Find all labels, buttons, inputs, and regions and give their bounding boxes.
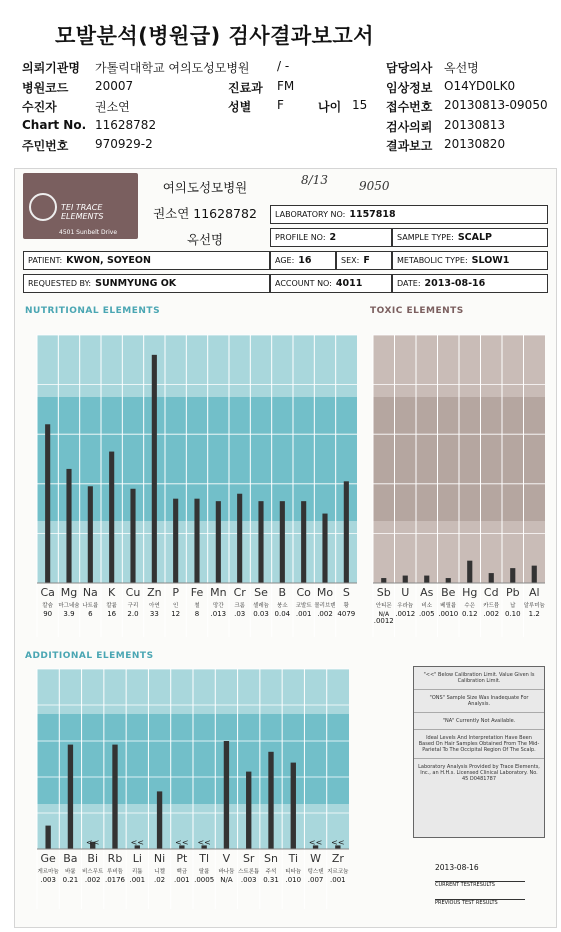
field-value: F: [277, 98, 284, 112]
element-value: .001: [295, 610, 312, 618]
element-korean: 비소: [421, 603, 433, 609]
field-value: FM: [277, 78, 295, 93]
bar-sr: [246, 772, 251, 849]
element-value: N/A: [220, 876, 233, 884]
element-value: 0.10: [504, 610, 521, 618]
patient-box: PATIENT: KWON, SOYEON: [23, 251, 270, 270]
element-korean: 바나듐: [218, 869, 235, 875]
element-value: .001: [330, 876, 346, 884]
field-value: 20130813-09050: [444, 98, 548, 112]
element-value: .03: [234, 610, 246, 618]
element-korean: 몰리브덴: [314, 603, 336, 609]
element-value: 3.9: [63, 610, 75, 618]
element-symbol: Mo: [316, 586, 334, 599]
element-korean: 스트론튬: [238, 869, 260, 875]
element-korean: 납: [510, 603, 516, 609]
element-symbol: Zr: [331, 852, 344, 865]
current-results: CURRENT TESTRESULTS: [435, 881, 525, 888]
metabolic-box: METABOLIC TYPE: SLOW1: [392, 251, 548, 270]
globe-icon: [29, 193, 57, 221]
element-korean: 칼륨: [106, 603, 117, 609]
element-korean: 베릴륨: [440, 603, 457, 609]
legend-box: [413, 666, 545, 838]
below-limit-mark: <<: [130, 838, 144, 847]
bar-cr: [237, 494, 242, 583]
report-title: 모발분석(병원급) 검사결과보고서: [55, 24, 375, 48]
bar-zn: [152, 355, 157, 583]
field-value: 15: [352, 98, 368, 112]
bar-v: [224, 741, 229, 849]
element-symbol: Tl: [199, 852, 210, 865]
bar-se: [258, 501, 263, 583]
element-symbol: B: [278, 586, 287, 599]
element-korean: 주석: [265, 869, 277, 875]
element-symbol: Sb: [376, 586, 391, 599]
element-symbol: Sn: [264, 852, 278, 865]
element-korean: 구리: [127, 603, 139, 609]
field-label: 결과보고: [386, 139, 433, 153]
element-korean: 철: [194, 603, 200, 609]
bar-ti: [291, 763, 296, 849]
element-symbol: Li: [132, 852, 142, 865]
profile-box: PROFILE NO: 2: [270, 228, 392, 247]
legend-note: "NA" Currently Not Available.: [414, 713, 544, 730]
element-korean: 붕소: [277, 603, 288, 609]
field-label: 검사의뢰: [386, 119, 433, 134]
bar-sb: [381, 578, 386, 583]
field-value: 옥선명: [444, 61, 479, 75]
below-limit-mark: <<: [308, 838, 323, 847]
element-korean: 카드뮴: [483, 603, 500, 609]
field-value: 20007: [95, 78, 134, 93]
field-label: 주민번호: [22, 139, 69, 153]
bar-co: [301, 501, 306, 583]
element-korean: 알루미늄: [523, 603, 545, 609]
field-value: 권소연: [95, 100, 130, 114]
element-value: .0010: [438, 610, 459, 618]
hair-analysis-sheet: [14, 168, 557, 928]
element-value: .003: [240, 876, 257, 884]
element-value: .007: [307, 876, 324, 884]
below-limit-mark: <<: [197, 838, 211, 847]
element-korean: 게르마늄: [37, 869, 59, 875]
bar-mn: [216, 501, 221, 583]
element-korean: 황: [343, 603, 349, 609]
field-value: 20130820: [444, 137, 506, 151]
chart-svg: [23, 663, 353, 909]
bar-mg: [66, 469, 71, 583]
legend-note: "ONS" Sample Size Was Inadequate For Analysis.: [414, 690, 544, 713]
requested-box: REQUESTED BY: SUNMYUNG OK: [23, 274, 270, 293]
bar-na: [88, 486, 93, 583]
element-value: .002: [317, 610, 333, 618]
element-korean: 티타늄: [285, 869, 302, 875]
handwritten-date: 8/13: [301, 173, 328, 187]
element-symbol: Pt: [176, 852, 188, 865]
field-value: O14YD0LK0: [444, 78, 516, 93]
element-symbol: Al: [528, 586, 540, 599]
element-korean: 리튬: [131, 869, 143, 875]
element-korean: 아연: [149, 603, 160, 609]
logo-name: TEI TRACE ELEMENTS: [61, 203, 104, 221]
element-symbol: U: [401, 586, 410, 599]
nutritional-heading: NUTRITIONAL ELEMENTS: [25, 306, 161, 316]
footer-date: 2013-08-16: [435, 863, 479, 872]
element-flag: N/A: [378, 611, 390, 618]
lab-logo: [23, 173, 138, 239]
element-value: 1.2: [528, 610, 540, 618]
bar-ba: [68, 745, 73, 849]
chart-svg: [23, 319, 361, 637]
bar-rb: [112, 745, 117, 849]
element-korean: 안티몬: [375, 603, 392, 609]
element-value: .001: [174, 876, 190, 884]
element-symbol: Ba: [63, 852, 78, 865]
legend-note: Laboratory Analysis Provided by Trace Elements, Inc., an H.H.s. Licensed Clinical Laboratory. No. 45 D0481787: [418, 764, 540, 782]
below-limit-mark: <<: [175, 838, 189, 847]
bar-be: [446, 578, 451, 583]
element-korean: 우라늄: [397, 603, 414, 609]
below-limit-mark: <<: [86, 838, 100, 847]
element-value: .002: [84, 876, 101, 884]
bar-b: [280, 501, 285, 583]
element-symbol: Cu: [125, 586, 141, 599]
element-value: .0176: [104, 876, 126, 884]
bar-as: [424, 576, 429, 583]
bar-ca: [45, 424, 50, 583]
element-symbol: Ca: [40, 586, 55, 599]
element-symbol: Mg: [60, 586, 78, 599]
hospital-stamp: [145, 175, 265, 253]
bar-pb: [510, 568, 515, 583]
element-symbol: Zn: [147, 586, 162, 599]
element-korean: 수은: [464, 603, 476, 609]
element-korean: 망간: [213, 603, 224, 609]
additional-heading: ADDITIONAL ELEMENTS: [25, 651, 154, 661]
nutritional-chart: [23, 319, 361, 637]
element-symbol: Ni: [153, 852, 166, 865]
stamp-line: 옥선명: [186, 232, 224, 247]
element-korean: 텅스텐: [307, 869, 324, 875]
element-value: .013: [210, 610, 227, 618]
element-symbol: Sr: [242, 852, 255, 865]
element-value: .005: [418, 610, 435, 618]
below-limit-mark: <<: [331, 838, 345, 847]
bar-ge: [45, 826, 50, 849]
bar-ni: [157, 791, 162, 849]
element-value: 2.0: [127, 610, 139, 618]
element-symbol: Na: [82, 586, 98, 599]
element-symbol: Bi: [87, 852, 99, 865]
element-korean: 인: [173, 603, 179, 609]
element-value: 0.12: [461, 610, 478, 618]
element-symbol: Cd: [483, 586, 499, 599]
lab-number-box: LABORATORY NO: 1157818: [270, 205, 548, 224]
element-symbol: W: [310, 852, 322, 865]
bar-cd: [489, 573, 494, 583]
element-value: .0005: [194, 876, 215, 884]
element-korean: 지르코늄: [327, 869, 349, 875]
bar-mo: [322, 514, 327, 583]
account-box: ACCOUNT NO: 4011: [270, 274, 392, 293]
element-symbol: Co: [296, 586, 311, 599]
element-value: .0012: [373, 617, 394, 625]
element-value: 8: [194, 610, 200, 618]
element-korean: 마그네슘: [58, 603, 80, 609]
element-value: 90: [43, 610, 53, 618]
element-korean: 셀레늄: [253, 603, 269, 609]
field-value: 20130813: [444, 117, 506, 132]
element-symbol: Pb: [505, 586, 520, 599]
date-box: DATE: 2013-08-16: [392, 274, 548, 293]
element-value: 6: [88, 610, 93, 618]
element-value: .002: [483, 610, 500, 618]
element-symbol: Hg: [462, 586, 478, 599]
toxic-heading: TOXIC ELEMENTS: [370, 306, 464, 316]
legend-note: "<<" Below Calibration Limit. Value Given Is Calibration Limit.: [414, 667, 544, 690]
element-symbol: Fe: [190, 586, 204, 599]
element-symbol: K: [108, 586, 116, 599]
element-symbol: Rb: [107, 852, 123, 865]
element-korean: 비스무트: [82, 869, 104, 875]
stamp-line: 여의도성모병원: [162, 180, 248, 195]
element-symbol: Be: [441, 586, 456, 599]
bar-hg: [467, 561, 472, 583]
element-value: 0.31: [263, 876, 279, 884]
field-value: 가톨릭대학교 여의도성모병원: [95, 61, 250, 75]
element-korean: 니켈: [154, 869, 165, 875]
bar-p: [173, 499, 178, 583]
bar-k: [109, 452, 114, 583]
legend-note: Ideal Levels And Interpretation Have Been Based On Hair Samples Obtained From The Mid-Parietal To The Occipital Region Of The Scalp.: [414, 730, 544, 759]
handwritten-number: 9050: [359, 179, 390, 193]
element-symbol: Ge: [40, 852, 56, 865]
field-label: 병원코드: [22, 80, 69, 95]
element-symbol: P: [172, 586, 179, 599]
element-symbol: Mn: [210, 586, 227, 599]
bar-cu: [130, 489, 135, 583]
element-symbol: As: [420, 586, 434, 599]
toxic-chart: [367, 319, 551, 637]
element-value: 0.21: [62, 876, 79, 884]
field-value: 970929-2: [95, 137, 153, 151]
element-value: 12: [171, 610, 181, 618]
field-label: 임상정보: [386, 80, 433, 95]
element-value: .02: [154, 876, 166, 884]
additional-chart: [23, 663, 353, 909]
element-value: .001: [129, 876, 146, 884]
field-label: 의뢰기관명: [22, 61, 80, 75]
chart-svg: [367, 319, 551, 637]
element-value: 16: [107, 610, 117, 618]
element-korean: 칼슘: [42, 603, 53, 609]
element-korean: 루비듐: [107, 869, 123, 875]
element-symbol: V: [222, 852, 231, 865]
element-value: 4079: [337, 610, 356, 618]
element-value: 33: [149, 610, 159, 618]
element-korean: 코발트: [295, 603, 312, 609]
bar-al: [532, 566, 537, 583]
field-value: 11628782: [95, 117, 157, 132]
element-symbol: Ti: [288, 852, 299, 865]
field-label: 담당의사: [386, 61, 433, 75]
field-label: Chart No.: [22, 117, 87, 132]
element-korean: 크롬: [234, 603, 245, 609]
element-value: 0.03: [253, 610, 269, 618]
element-value: .010: [285, 876, 302, 884]
element-symbol: Se: [254, 586, 268, 599]
element-korean: 바륨: [65, 869, 76, 875]
element-korean: 탈륨: [198, 869, 210, 875]
element-symbol: S: [342, 586, 350, 599]
bar-fe: [194, 499, 199, 583]
element-symbol: Cr: [233, 586, 246, 599]
sample-box: SAMPLE TYPE: SCALP: [392, 228, 548, 247]
bar-sn: [268, 752, 273, 849]
bar-u: [403, 576, 408, 583]
bar-s: [344, 481, 349, 583]
element-korean: 나트륨: [82, 603, 99, 609]
previous-results: PREVIOUS TEST RESULTS: [435, 899, 525, 906]
field-value: / -: [277, 59, 290, 73]
field-label: 접수번호: [386, 100, 433, 114]
age-box: AGE: 16: [270, 251, 336, 270]
element-value: .003: [40, 876, 56, 884]
element-value: 0.04: [274, 610, 291, 618]
field-label: 수진자: [22, 100, 57, 114]
sex-box: SEX: F: [336, 251, 392, 270]
logo-address: 4501 Sunbelt Drive: [59, 229, 118, 236]
element-korean: 백금: [176, 869, 188, 875]
element-value: .0012: [395, 610, 416, 618]
field-label: 진료과: [228, 80, 263, 95]
field-label: 나이: [318, 100, 342, 114]
field-label: 성별: [228, 100, 252, 114]
stamp-line: 권소연 11628782: [153, 206, 257, 221]
